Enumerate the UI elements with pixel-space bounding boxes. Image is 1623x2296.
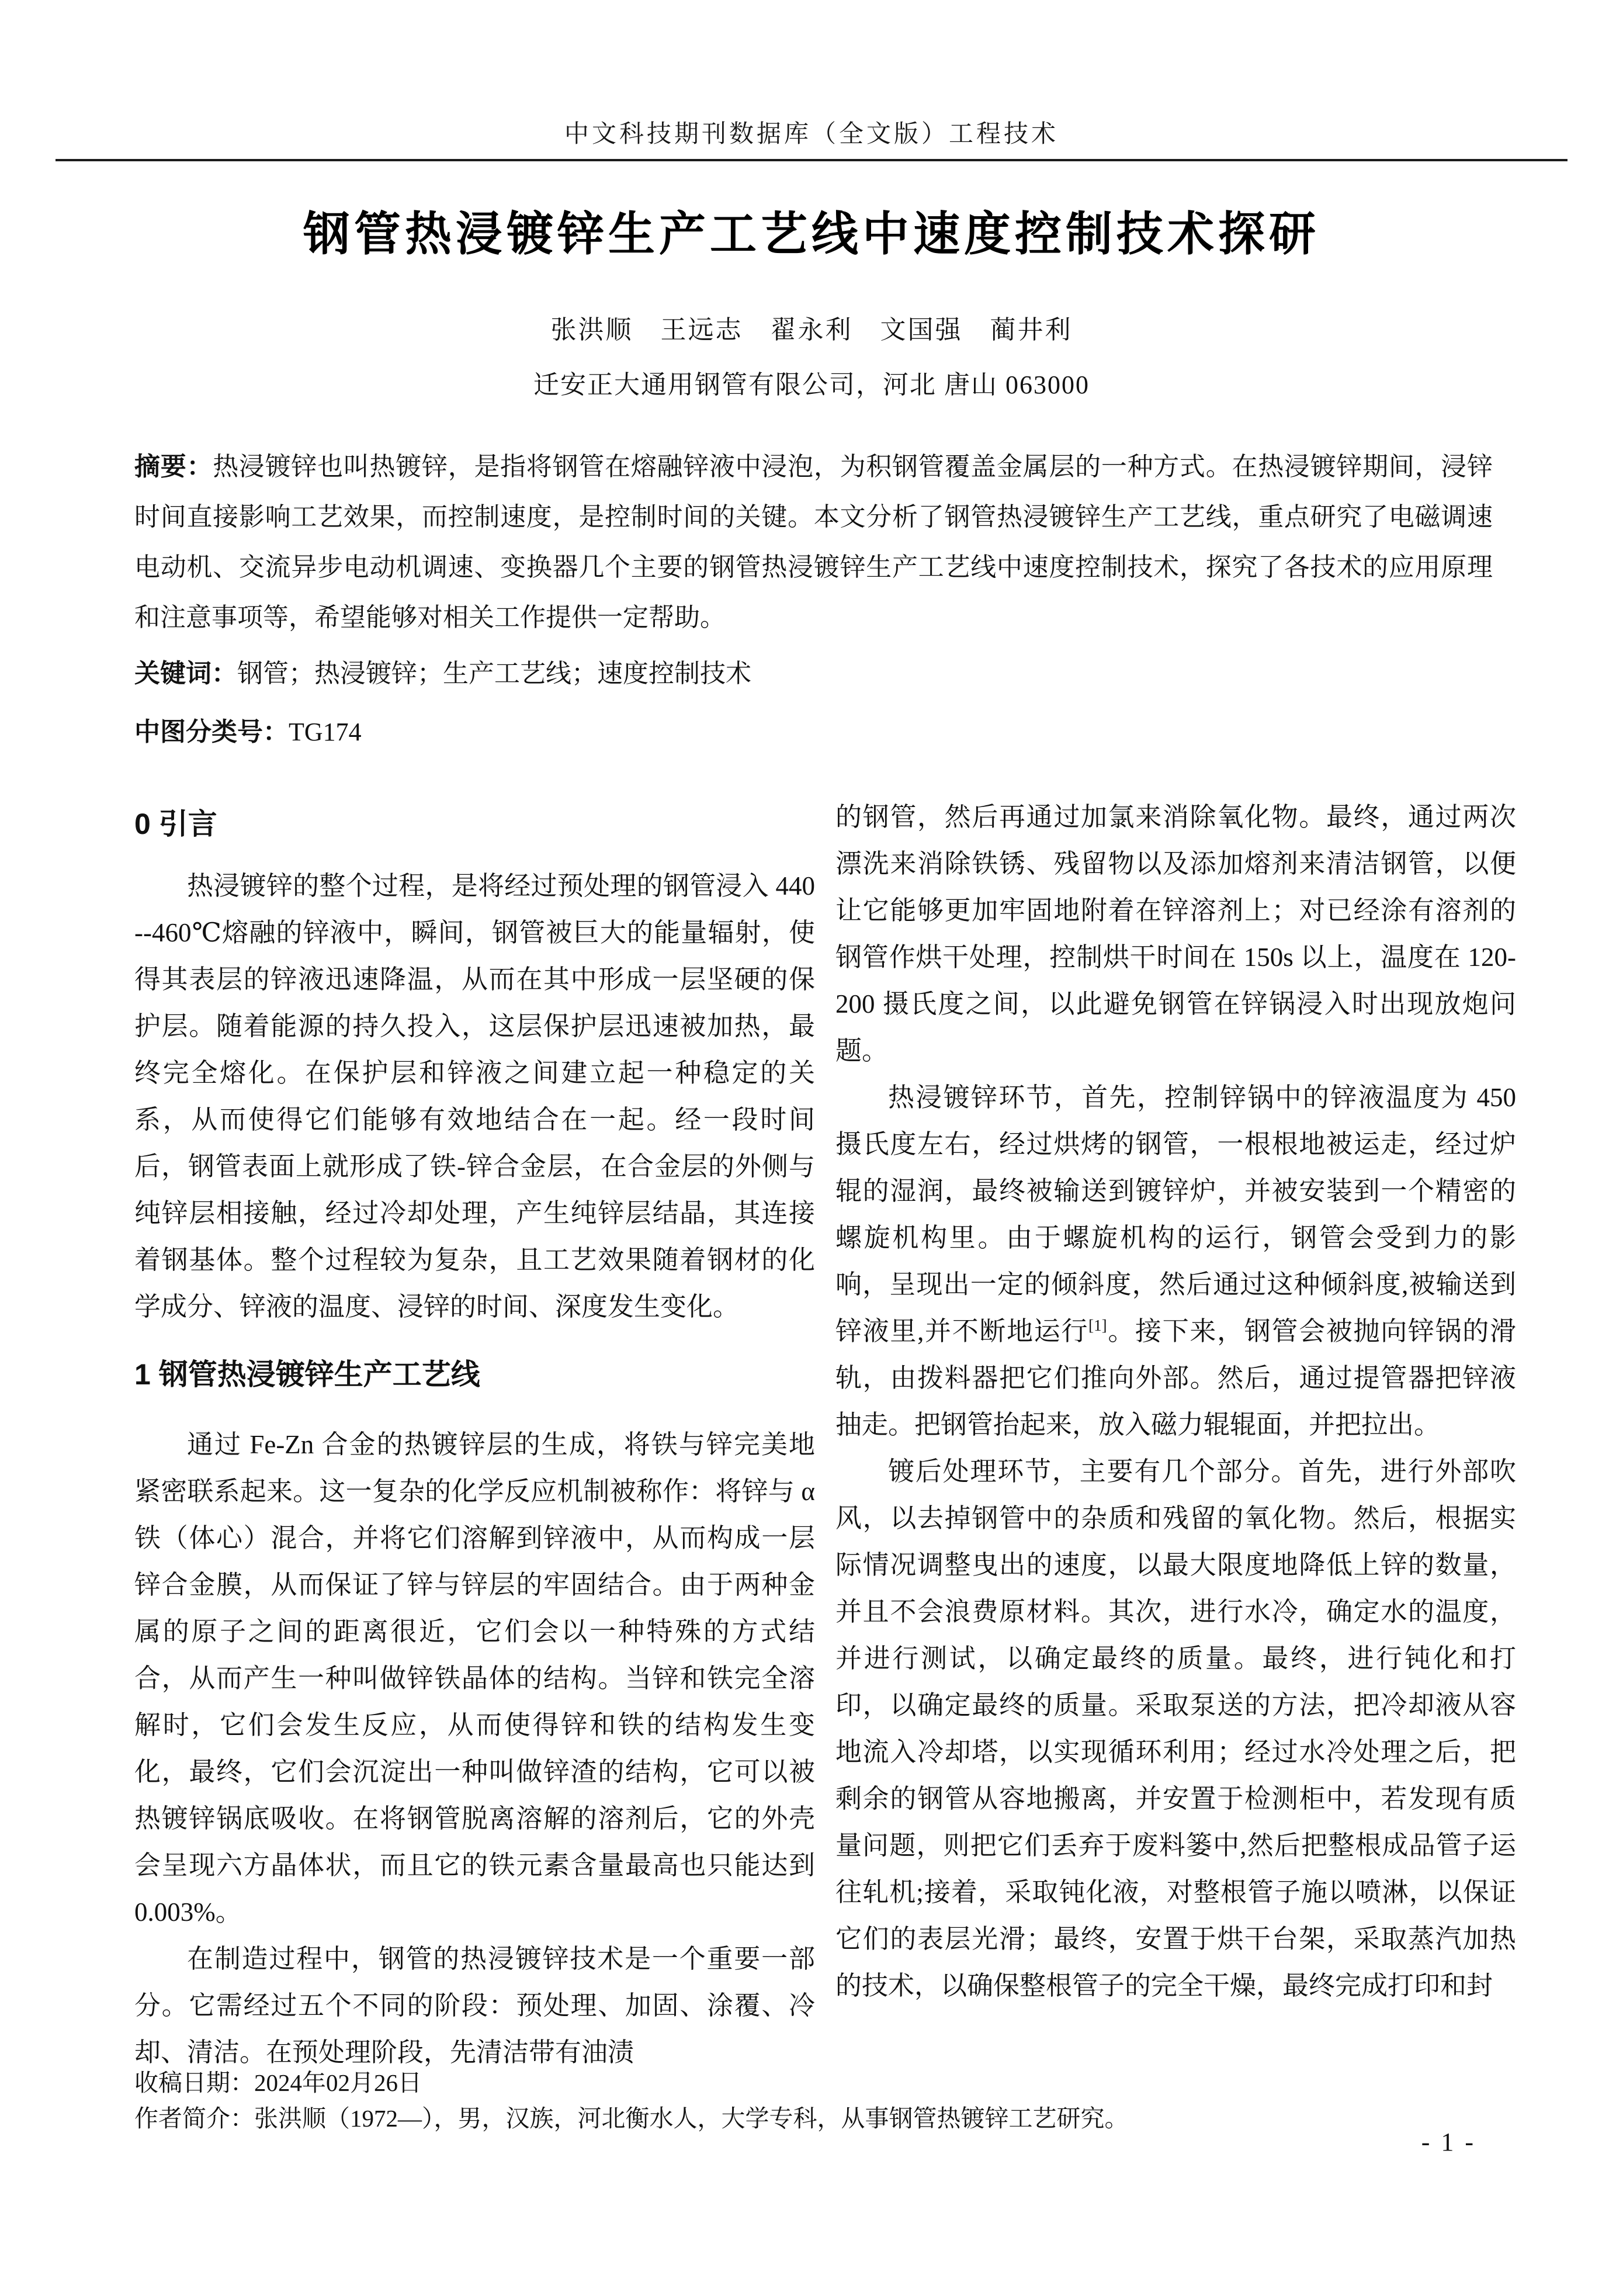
process-paragraph-2: 在制造过程中，钢管的热浸镀锌技术是一个重要一部分。它需经过五个不同的阶段：预处理、加固、涂覆、冷却、清洁。在预处理阶段，先清洁带有油渍	[134, 1944, 815, 2067]
header-rule	[56, 159, 1567, 161]
process-paragraph-1: 通过 Fe-Zn 合金的热镀锌层的生成，将铁与锌完美地紧密联系起来。这一复杂的化学反应机制被称作：将锌与 α 铁（体心）混合，并将它们溶解到锌液中，从而构成一层锌合金膜，从而保证了锌与锌层的牢固结合。由于两种金属的原子之间的距离很近，它们会以一种特殊的方式结合，从而产生一种叫做锌铁晶体的结构。当锌和铁完全溶解时，它们会发生反应，从而使得锌和铁的结构发生变化，最终，它们会沉淀出一种叫做锌渣的结构，它可以被热镀锌锅底吸收。在将钢管脱离溶解的溶剂后，它的外壳会呈现六方晶体状，而且它的铁元素含量最高也只能达到 0.003%。	[134, 1430, 815, 1927]
intro-paragraph: 热浸镀锌的整个过程，是将经过预处理的钢管浸入 440--460℃熔融的锌液中，瞬间，钢管被巨大的能量辐射，使得其表层的锌液迅速降温，从而在其中形成一层坚硬的保护层。随着能源的持久投入，这层保护层迅速被加热，最终完全熔化。在保护层和锌液之间建立起一种稳定的关系，从而使得它们能够有效地结合在一起。经一段时间后，钢管表面上就形成了铁-锌合金层，在合金层的外侧与纯锌层相接触，经过冷却处理，产生纯锌层结晶，其连接着钢基体。整个过程较为复杂，且工艺效果随着钢材的化学成分、锌液的温度、浸锌的时间、深度发生变化。	[134, 871, 815, 1321]
post-treatment-paragraph: 镀后处理环节，主要有几个部分。首先，进行外部吹风，以去掉钢管中的杂质和残留的氧化物。然后，根据实际情况调整曳出的速度，以最大限度地降低上锌的数量，并且不会浪费原材料。其次，进行水冷，确定水的温度，并进行测试，以确定最终的质量。最终，进行钝化和打印，以确定最终的质量。采取泵送的方法，把冷却液从容地流入冷却塔，以实现循环利用；经过水冷处理之后，把剩余的钢管从容地搬离，并安置于检测柜中，若发现有质量问题，则把它们丢弃于废料篓中,然后把整根成品管子运往轧机;接着，采取钝化液，对整根管子施以喷淋，以保证它们的表层光滑；最终，安置于烘干台架，采取蒸汽加热的技术，以确保整根管子的完全干燥，最终完成打印和封	[835, 1457, 1516, 2000]
affiliation-line: 迁安正大通用钢管有限公司，河北 唐山 063000	[533, 370, 1090, 399]
two-column-body	[134, 794, 1516, 2076]
keywords-text: 钢管；热浸镀锌；生产工艺线；速度控制技术	[237, 659, 751, 688]
galvanizing-text-after-ref: 。接下来，钢管会被抛向锌锅的滑轨，由拨料器把它们推向外部。然后，通过提管器把锌液抽走。把钢管抬起来，放入磁力辊辊面，并把拉出。	[835, 1317, 1516, 1439]
keywords-label: 关键词：	[134, 659, 237, 688]
journal-header: 中文科技期刊数据库（全文版）工程技术	[564, 121, 1059, 148]
clc-value: TG174	[289, 718, 362, 746]
clc-row	[134, 707, 1493, 757]
page-title: 钢管热浸镀锌生产工艺线中速度控制技术探研	[303, 209, 1320, 261]
galvanizing-text-before-ref: 热浸镀锌环节，首先，控制锌锅中的锌液温度为 450 摄氏度左右，经过烘烤的钢管，一根根地被运走，经过炉辊的湿润，最终被输送到镀锌炉，并被安装到一个精密的螺旋机构里。由于螺旋机构的运行，钢管会受到力的影响，呈现出一定的倾斜度，然后通过这种倾斜度,被输送到锌液里,并不断地运行	[835, 1083, 1516, 1346]
galvanizing-paragraph	[835, 1074, 1516, 1448]
page-number: - 1 -	[1421, 2128, 1476, 2156]
author-bio-line: 作者简介：张洪顺（1972—），男，汉族，河北衡水人，大学专科，从事钢管热镀锌工艺研究。	[134, 2105, 1129, 2132]
keywords-row	[134, 649, 1493, 699]
abstract-label: 摘要：	[134, 452, 213, 481]
pretreatment-continuation-paragraph: 的钢管，然后再通过加氯来消除氧化物。最终，通过两次漂洗来消除铁锈、残留物以及添加熔剂来清洁钢管，以便让它能够更加牢固地附着在锌溶剂上；对已经涂有溶剂的钢管作烘干处理，控制烘干时间在 150s 以上，温度在 120-200 摄氏度之间，以此避免钢管在锌锅浸入时出现放炮问题。	[835, 802, 1516, 1065]
left-column	[134, 794, 815, 2076]
abstract-text: 热浸镀锌也叫热镀锌，是指将钢管在熔融锌液中浸泡，为积钢管覆盖金属层的一种方式。在热浸镀锌期间，浸锌时间直接影响工艺效果，而控制速度，是控制时间的关键。本文分析了钢管热浸镀锌生产工艺线，重点研究了电磁调速电动机、交流异步电动机调速、变换器几个主要的钢管热浸镀锌生产工艺线中速度控制技术，探究了各技术的应用原理和注意事项等，希望能够对相关工作提供一定帮助。	[134, 452, 1493, 632]
received-date-line: 收稿日期：2024年02月26日	[134, 2069, 422, 2096]
section-heading-intro: 0 引言	[134, 808, 217, 840]
section-heading-process-line: 1 钢管热浸镀锌生产工艺线	[134, 1358, 480, 1391]
right-column	[835, 794, 1516, 2076]
abstract-paragraph	[134, 442, 1493, 643]
authors-line: 张洪顺 王远志 翟永利 文国强 蔺井利	[550, 316, 1073, 344]
reference-marker-1: [1]	[1088, 1317, 1107, 1334]
meta-block	[134, 442, 1493, 757]
footnote-block	[134, 2066, 1493, 2138]
clc-label: 中图分类号：	[134, 718, 289, 746]
